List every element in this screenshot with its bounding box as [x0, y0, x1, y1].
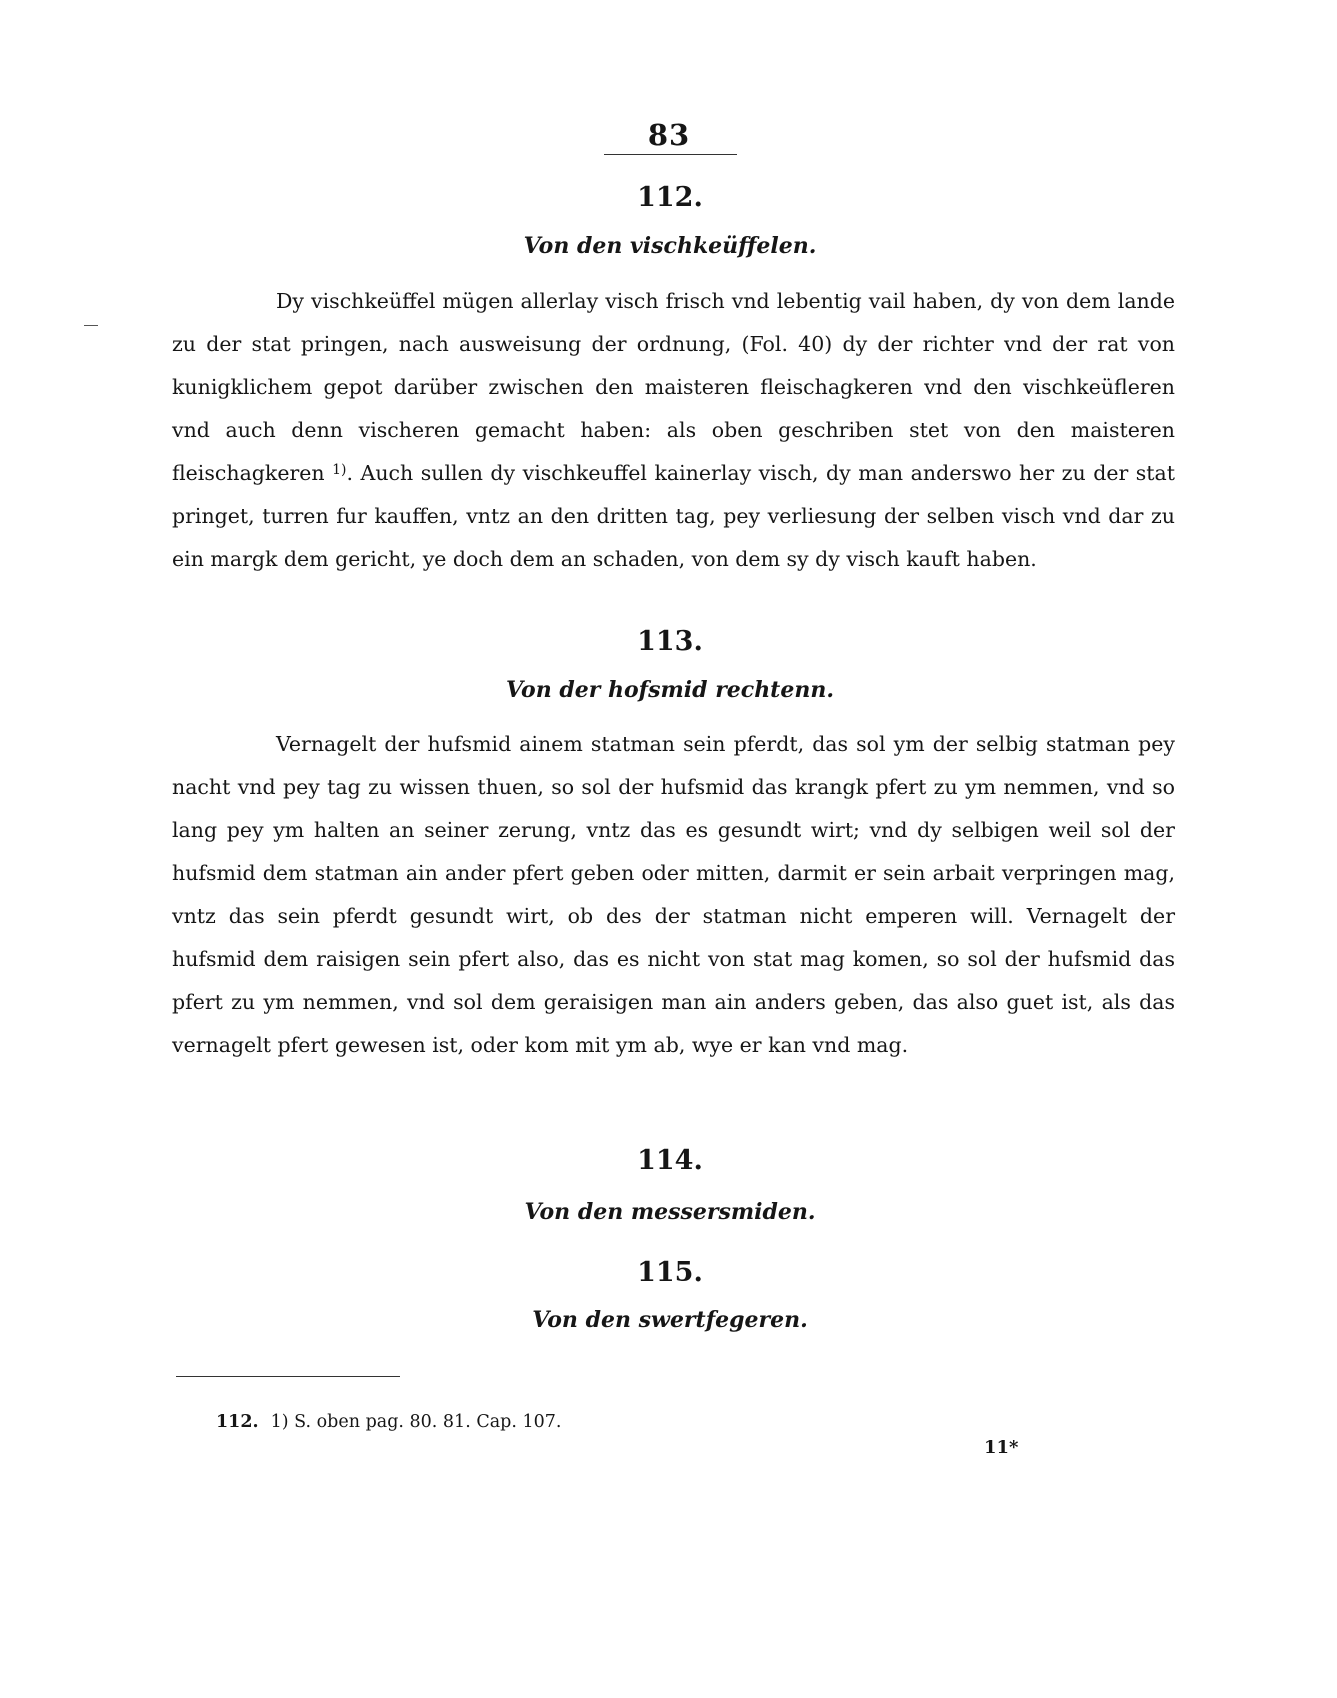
- section-115-title: Von den swertfegeren.: [532, 1307, 808, 1333]
- footnote: [216, 1410, 561, 1434]
- section-114-title: Von den messersmiden.: [524, 1199, 816, 1225]
- section-113-title: Von der hofsmid rechtenn.: [506, 677, 834, 703]
- section-113-paragraph: Vernagelt der hufsmid ainem statman sein pferdt, das sol ym der selbig statman pey nacht vnd pey tag zu wissen thuen, so sol der hufsmid das krangk pfert zu ym nemmen, vnd so lang pey ym halten an seiner zerung, vntz das es gesundt wirt; vnd dy selbigen weil sol der hufsmid dem statman ain ander pfert geben oder mitten, darmit er sein arbait verpringen mag, vntz das sein pferdt gesundt wirt, ob des der statman nicht emperen will. Vernagelt der hufsmid dem raisigen sein pfert also, das es nicht von stat mag komen, so sol der hufsmid das pfert zu ym nemmen, vnd sol dem geraisigen man ain anders geben, das also guet ist, als das vernagelt pfert gewesen ist, oder kom mit ym ab, wye er kan vnd mag.: [172, 732, 1175, 1057]
- section-112-text-b: . Auch sullen dy vischkeuffel kainerlay visch, dy man anderswo her zu der stat pringet, turren fur kauffen, vntz an den dritten tag, pey verliesung der selben visch vnd dar zu ein margk dem gericht, ye doch dem an schaden, von dem sy dy visch kauft haben.: [172, 461, 1175, 571]
- margin-mark: [84, 325, 98, 326]
- footnote-reference: 1): [332, 462, 347, 478]
- section-114-number: 114.: [637, 1145, 703, 1176]
- page-number: 83: [647, 118, 691, 152]
- section-112-number: 112.: [637, 182, 703, 213]
- section-112-paragraph: [172, 280, 1175, 581]
- section-112-title: Von den vischkeüffelen.: [523, 233, 817, 259]
- section-113-number: 113.: [637, 626, 703, 657]
- footnote-rule: [176, 1376, 400, 1377]
- footnote-text: 1) S. oben pag. 80. 81. Cap. 107.: [270, 1412, 562, 1432]
- footnote-section: 112.: [216, 1412, 259, 1432]
- signature-mark: 11*: [984, 1437, 1019, 1458]
- section-112-text-a: Dy vischkeüffel mügen allerlay visch frisch vnd lebentig vail haben, dy von dem lande zu der stat pringen, nach ausweisung der ordnung, (Fol. 40) dy der richter vnd der rat von kunigklichem gepot darüber zwischen den maisteren fleischagkeren vnd den vischkeüfleren vnd auch denn vischeren gemacht haben: als oben geschriben stet von den maisteren fleischagkeren: [172, 289, 1175, 485]
- page-number-rule: [604, 154, 737, 155]
- section-115-number: 115.: [637, 1257, 703, 1288]
